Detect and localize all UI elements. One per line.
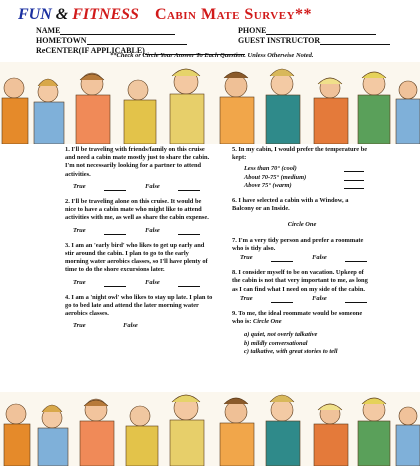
questions-left-column — [65, 146, 213, 338]
title-fitness: FITNESS — [72, 6, 139, 23]
q7-true-option[interactable] — [240, 254, 293, 262]
q1-true-option[interactable] — [73, 183, 126, 191]
q8-false-label: False — [312, 294, 327, 302]
question-6-circle-one: Circle One — [287, 221, 317, 229]
question-5-text: 5. In my cabin, I would prefer the temperature be kept: — [232, 146, 368, 162]
question-7-text: 7. I'm a very tidy person and prefer a roommate who is tidy also. — [232, 236, 364, 252]
q8-true-label: True — [240, 294, 253, 302]
q2-false-label: False — [145, 226, 160, 234]
q7-true-label: True — [240, 254, 253, 262]
question-9-circle-one: Circle One — [252, 318, 282, 326]
name-field[interactable] — [36, 26, 175, 35]
question-4-answers — [73, 322, 213, 330]
question-1-answers — [73, 183, 213, 191]
temp-warm-label: Above 75° (warm) — [244, 181, 292, 189]
guest-instructor-field[interactable] — [238, 36, 390, 45]
illustration-band-top — [0, 62, 420, 144]
temp-cool-label: Less than 70° (cool) — [244, 165, 297, 173]
temperature-options — [244, 165, 372, 190]
q4-false-option[interactable] — [123, 322, 156, 330]
title-ampersand: & — [55, 6, 69, 23]
q3-true-option[interactable] — [73, 279, 126, 287]
question-5 — [232, 146, 372, 190]
question-9-prompt: 9. To me, the ideal roommate would be someone who is: — [232, 310, 363, 326]
q3-true-label: True — [73, 278, 86, 286]
question-2-answers — [73, 227, 213, 235]
question-6 — [232, 197, 372, 230]
hometown-field[interactable] — [36, 36, 187, 45]
question-2 — [65, 198, 213, 235]
question-9-text — [232, 310, 372, 326]
survey-title — [18, 6, 408, 24]
phone-label: PHONE — [238, 26, 267, 35]
illustration-band-bottom — [0, 392, 420, 466]
q3-false-option[interactable] — [145, 279, 200, 287]
roommate-option-c[interactable]: c) talkative, with great stories to tell — [244, 347, 338, 355]
phone-field[interactable] — [238, 26, 376, 35]
people-illustration-bottom — [0, 392, 420, 466]
question-9-options — [232, 331, 372, 356]
question-3-answers — [73, 279, 213, 287]
questions-right-column — [232, 146, 372, 363]
question-6-text: 6. I have selected a cabin with a Window, a Balcony or an Inside. — [232, 197, 349, 213]
guest-instructor-label: GUEST INSTRUCTOR — [238, 36, 321, 45]
question-3 — [65, 242, 213, 287]
instructions-note: **Check or Circle Your Answer To Each Question. Unless Otherwise Noted. — [110, 52, 314, 59]
q7-false-label: False — [312, 254, 327, 262]
roommate-option-a[interactable]: a) quiet, not overly talkative — [244, 331, 318, 339]
q7-false-option[interactable] — [312, 254, 367, 262]
question-3-text: 3. I am an 'early bird' who likes to get up early and stir around the cabin. I plan to go to the early morning water aerobics classes, so I'll have plenty of time to do the shore excursions later. — [65, 241, 208, 274]
question-8-text: 8. I consider myself to be on vacation. Upkeep of the cabin is not that very important to me, as long as I can find what I need on my side of the cabin. — [232, 269, 368, 293]
q8-false-option[interactable] — [312, 295, 367, 303]
temp-medium-label: About 70-75° (medium) — [244, 173, 307, 181]
question-4-text: 4. I am a 'night owl' who likes to stay up late. I plan to go to bed late and attend the later morning water aerobics classes. — [65, 293, 213, 318]
hometown-label: HOMETOWN — [36, 36, 87, 45]
q4-true-label: True — [73, 322, 86, 330]
title-cabin-mate-survey: Cabin Mate Survey** — [154, 6, 313, 23]
question-7 — [232, 237, 372, 263]
people-illustration-top — [0, 62, 420, 144]
q4-false-label: False — [123, 322, 138, 330]
title-fun: FUN — [18, 6, 52, 23]
question-2-text: 2. I'll be traveling alone on this cruise. It would be nice to have a cabin mate who might like to attend activities with me, as well as share the cabin expense. — [65, 198, 209, 222]
question-7-answers — [240, 254, 372, 262]
q8-true-option[interactable] — [240, 295, 293, 303]
temp-option-cool[interactable] — [244, 165, 364, 173]
question-8-answers — [240, 295, 372, 303]
question-1 — [65, 146, 213, 191]
q1-true-label: True — [73, 182, 86, 190]
q4-true-option[interactable] — [73, 322, 104, 330]
q2-true-option[interactable] — [73, 227, 126, 235]
q2-false-option[interactable] — [145, 227, 200, 235]
q2-true-label: True — [73, 226, 86, 234]
temp-option-warm[interactable] — [244, 182, 364, 190]
recenter-label: ReCENTER(IF APPLICABLE) — [36, 46, 145, 55]
q1-false-label: False — [145, 182, 160, 190]
temp-option-medium[interactable] — [244, 174, 364, 182]
name-label: NAME — [36, 26, 61, 35]
q1-false-option[interactable] — [145, 183, 200, 191]
question-1-text: 1. I'll be traveling with friends/family on this cruise and need a cabin mate mostly just to share the cabin. I'm not necessarily looking for a partner to attend activities. — [65, 146, 210, 178]
q3-false-label: False — [145, 278, 160, 286]
question-4 — [65, 294, 213, 331]
roommate-option-b[interactable]: b) mildly conversational — [244, 339, 308, 347]
question-8 — [232, 269, 372, 303]
question-9 — [232, 310, 372, 356]
